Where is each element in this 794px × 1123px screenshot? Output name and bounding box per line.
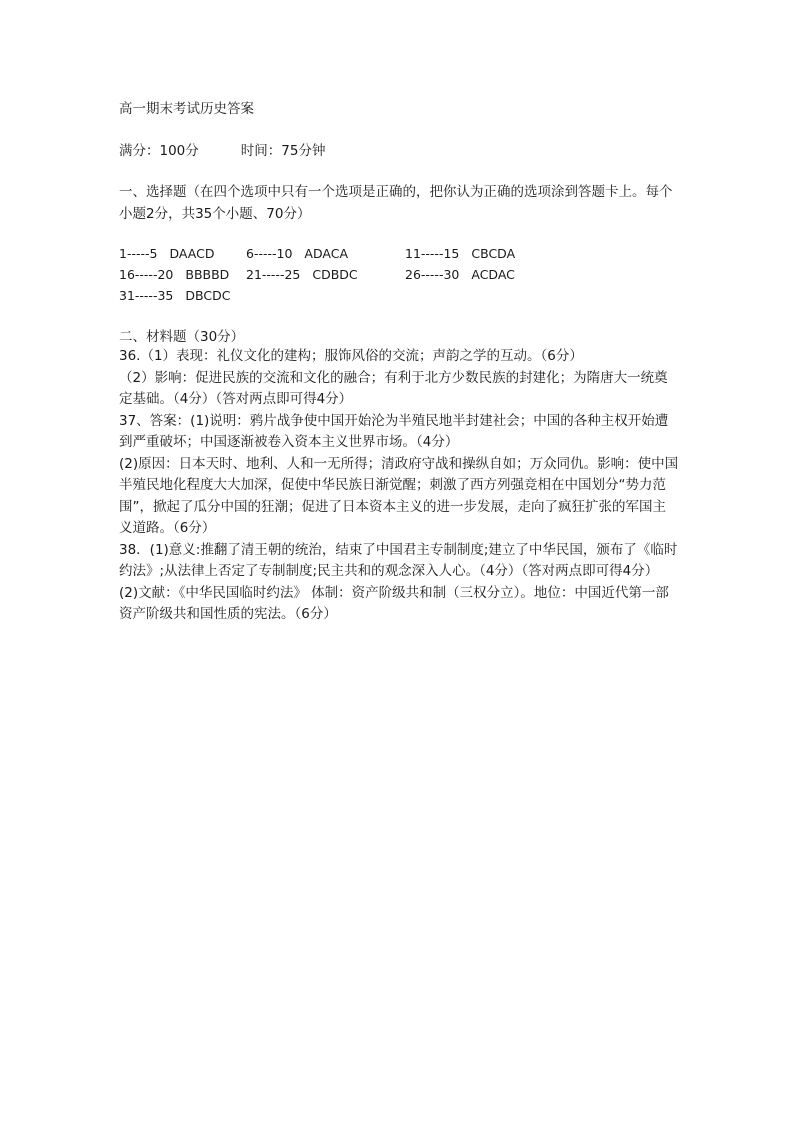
full-score-label: 满分：100分 bbox=[119, 143, 199, 159]
question-range: 1-----5 bbox=[119, 246, 158, 261]
answer-row bbox=[119, 264, 679, 285]
answer-cell bbox=[119, 264, 229, 285]
answer-paragraph-36-2: （2）影响：促进民族的交流和文化的融合；有利于北方少数民族的封建化；为隋唐大一统奠定基础。（4分）（答对两点即可得4分） bbox=[119, 369, 668, 407]
exam-meta bbox=[119, 139, 325, 159]
question-range: 11-----15 bbox=[405, 246, 460, 261]
answer-cell bbox=[119, 285, 230, 306]
exam-time-label: 时间：75分钟 bbox=[240, 143, 326, 159]
question-range: 26-----30 bbox=[405, 267, 460, 282]
answer-paragraph-38-2: (2)文献：《中华民国临时约法》 体制：资产阶级共和制（三权分立）。地位：中国近代第一部资产阶级共和国性质的宪法。（6分） bbox=[119, 584, 669, 622]
section2-heading: 二、材料题（30分） bbox=[119, 329, 245, 345]
answer-row bbox=[119, 243, 679, 264]
question-range: 6-----10 bbox=[246, 246, 293, 261]
answer-cell bbox=[246, 264, 358, 285]
answer-key: CDBDC bbox=[312, 267, 358, 282]
answer-paragraph-37-2: (2)原因：日本天时、地利、人和一无所得；清政府守战和操纵自如；万众同仇。影响：使中国半殖民地化程度大大加深，促使中华民族日渐觉醒；刺激了西方列强竞相在中国划分“势力范围”，掀起了瓜分中国的狂潮；促进了日本资本主义的进一步发展，走向了疯狂扩张的军国主义道路。（6分） bbox=[119, 455, 679, 536]
answer-key: DBCDC bbox=[185, 288, 231, 303]
answer-row bbox=[119, 285, 679, 306]
answer-paragraph-38-1: 38．(1)意义:推翻了清王朝的统治，结束了中国君主专制制度;建立了中华民国，颁布了《临时约法》;从法律上否定了专制制度;民主共和的观念深入人心。（4分）（答对两点即可得4分） bbox=[119, 541, 678, 579]
section1-heading: 一、选择题（在四个选项中只有一个选项是正确的，把你认为正确的选项涂到答题卡上。每个小题2分，共35个小题、70分） bbox=[119, 184, 673, 222]
answer-cell bbox=[405, 264, 515, 285]
answer-key: BBBBD bbox=[185, 267, 230, 282]
answer-cell bbox=[405, 243, 515, 264]
answer-key: DAACD bbox=[169, 246, 215, 261]
question-range: 16-----20 bbox=[119, 267, 174, 282]
document-title: 高一期末考试历史答案 bbox=[119, 101, 254, 117]
answer-cell bbox=[119, 243, 214, 264]
question-range: 31-----35 bbox=[119, 288, 174, 303]
answer-key: CBCDA bbox=[471, 246, 516, 261]
section2-answers bbox=[119, 346, 679, 626]
answer-cell bbox=[246, 243, 348, 264]
question-range: 21-----25 bbox=[246, 267, 301, 282]
answer-paragraph-36-1: 36.（1）表现：礼仪文化的建构；服饰风俗的交流；声韵之学的互动。（6分） bbox=[119, 348, 583, 364]
answer-key: ADACA bbox=[304, 246, 348, 261]
answer-key: ACDAC bbox=[471, 267, 515, 282]
choice-answer-table bbox=[119, 243, 679, 306]
answer-paragraph-37-1: 37、答案：(1)说明：鸦片战争使中国开始沦为半殖民地半封建社会；中国的各种主权开始遭到严重破坏；中国逐渐被卷入资本主义世界市场。（4分） bbox=[119, 412, 669, 450]
